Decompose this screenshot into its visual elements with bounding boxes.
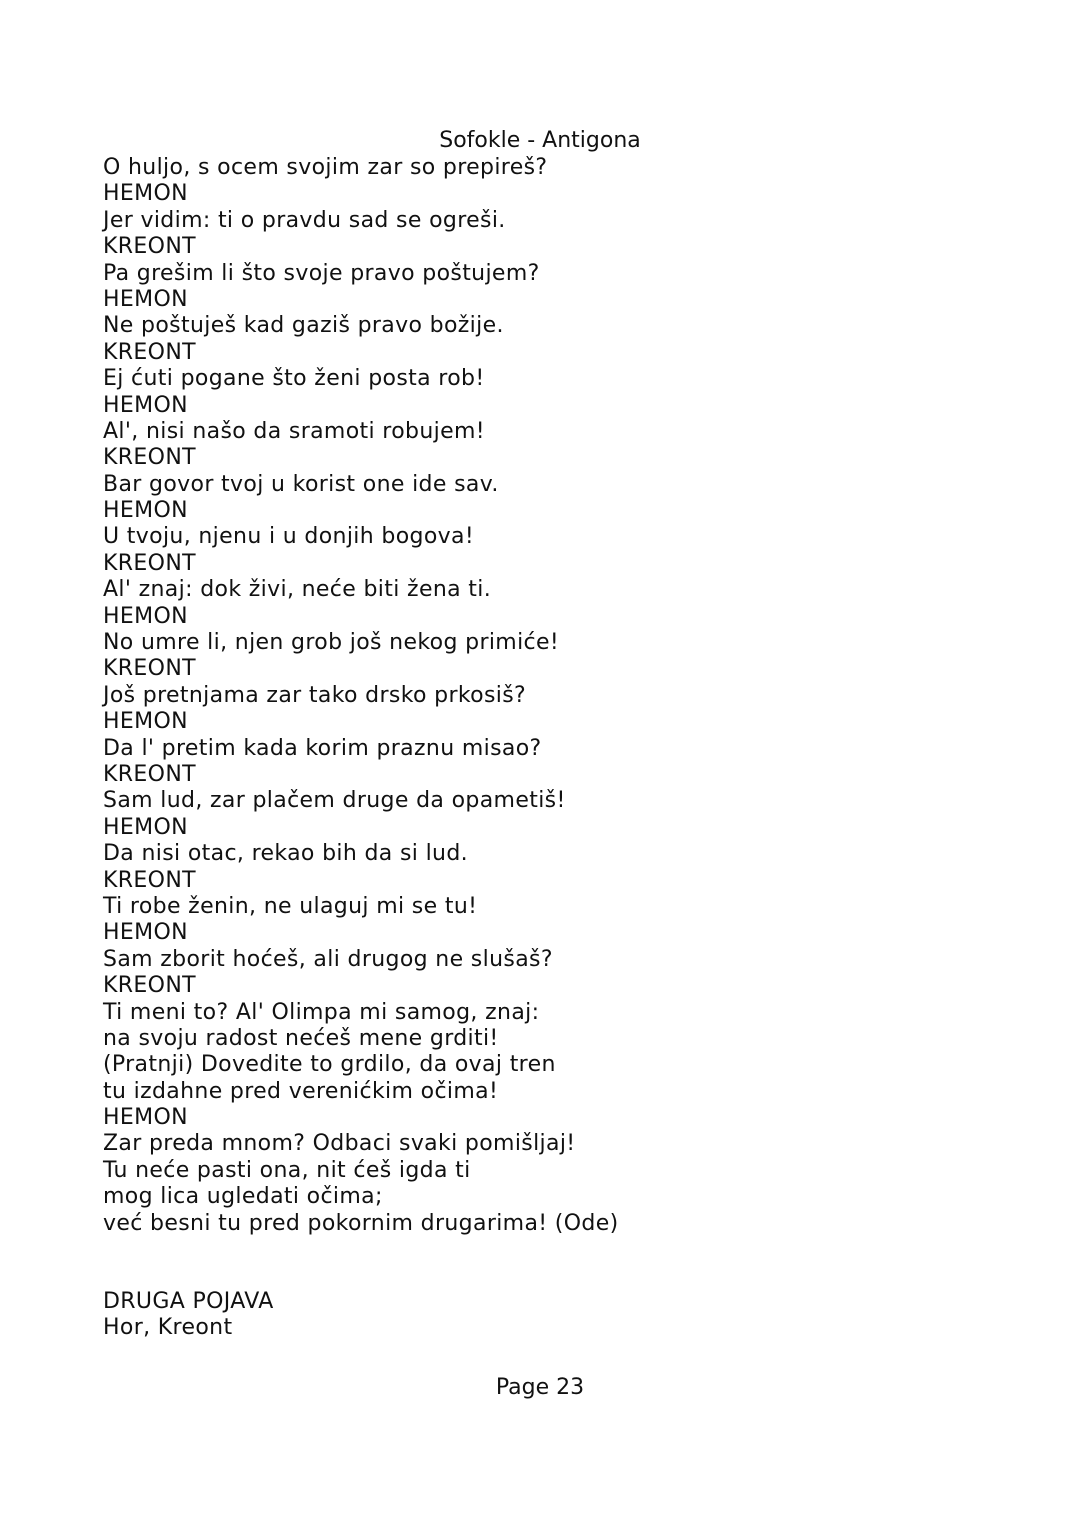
page-number: Page 23	[495, 1375, 585, 1400]
scene-section	[103, 1289, 1003, 1342]
speaker-name: KREONT	[103, 973, 196, 999]
text-line: Sam lud, zar plačem druge da opametiš!	[103, 788, 566, 814]
speaker-name: KREONT	[103, 234, 196, 260]
dialogue-body	[103, 155, 1003, 1237]
speaker-name: HEMON	[103, 709, 188, 735]
text-line: Pa grešim li što svoje pravo poštujem?	[103, 260, 540, 286]
text-line: tu izdahne pred verenićkim očima!	[103, 1078, 499, 1104]
speaker-name: HEMON	[103, 1105, 188, 1131]
text-line: Da nisi otac, rekao bih da si lud.	[103, 841, 469, 867]
speaker-name: KREONT	[103, 550, 196, 576]
text-line: Zar preda mnom? Odbaci svaki pomišljaj!	[103, 1131, 576, 1157]
speaker-name: HEMON	[103, 286, 188, 312]
header-title: Sofokle - Antigona	[439, 128, 641, 153]
text-line: No umre li, njen grob još nekog primiće!	[103, 630, 560, 656]
speaker-name: KREONT	[103, 445, 196, 471]
text-line: Al', nisi našo da sramoti robujem!	[103, 418, 485, 444]
scene-heading: DRUGA POJAVA	[103, 1289, 274, 1314]
page-header	[0, 126, 1080, 156]
page-footer	[0, 1373, 1080, 1403]
speaker-name: HEMON	[103, 498, 188, 524]
speaker-name: HEMON	[103, 181, 188, 207]
text-line: Jer vidim: ti o pravdu sad se ogreši.	[103, 207, 506, 233]
text-line: Da l' pretim kada korim praznu misao?	[103, 735, 542, 761]
speaker-name: KREONT	[103, 339, 196, 365]
text-line: mog lica ugledati očima;	[103, 1184, 383, 1210]
scene-characters: Hor, Kreont	[103, 1315, 233, 1341]
text-line: Još pretnjama zar tako drsko prkosiš?	[103, 682, 527, 708]
text-line: Ti robe ženin, ne ulaguj mi se tu!	[103, 893, 478, 919]
text-line: Ne poštuješ kad gaziš pravo božije.	[103, 313, 504, 339]
text-line: U tvoju, njenu i u donjih bogova!	[103, 524, 475, 550]
speaker-name: HEMON	[103, 920, 188, 946]
speaker-name: KREONT	[103, 867, 196, 893]
text-line: Ti meni to? Al' Olimpa mi samog, znaj:	[103, 999, 540, 1025]
text-line: već besni tu pred pokornim drugarima! (Ode)	[103, 1210, 619, 1236]
text-line: Bar govor tvoj u korist one ide sav.	[103, 471, 499, 497]
speaker-name: HEMON	[103, 603, 188, 629]
text-line: (Pratnji) Dovedite to grdilo, da ovaj tren	[103, 1052, 556, 1078]
speaker-name: KREONT	[103, 656, 196, 682]
speaker-name: KREONT	[103, 761, 196, 787]
text-line: na svoju radost nećeš mene grditi!	[103, 1025, 499, 1051]
text-line: O huljo, s ocem svojim zar so prepireš?	[103, 155, 548, 180]
text-line: Ej ćuti pogane što ženi posta rob!	[103, 366, 485, 392]
text-line: Tu neće pasti ona, nit ćeš igda ti	[103, 1157, 471, 1183]
speaker-name: HEMON	[103, 392, 188, 418]
text-line: Sam zborit hoćeš, ali drugog ne slušaš?	[103, 946, 553, 972]
text-line: Al' znaj: dok živi, neće biti žena ti.	[103, 577, 492, 603]
speaker-name: HEMON	[103, 814, 188, 840]
